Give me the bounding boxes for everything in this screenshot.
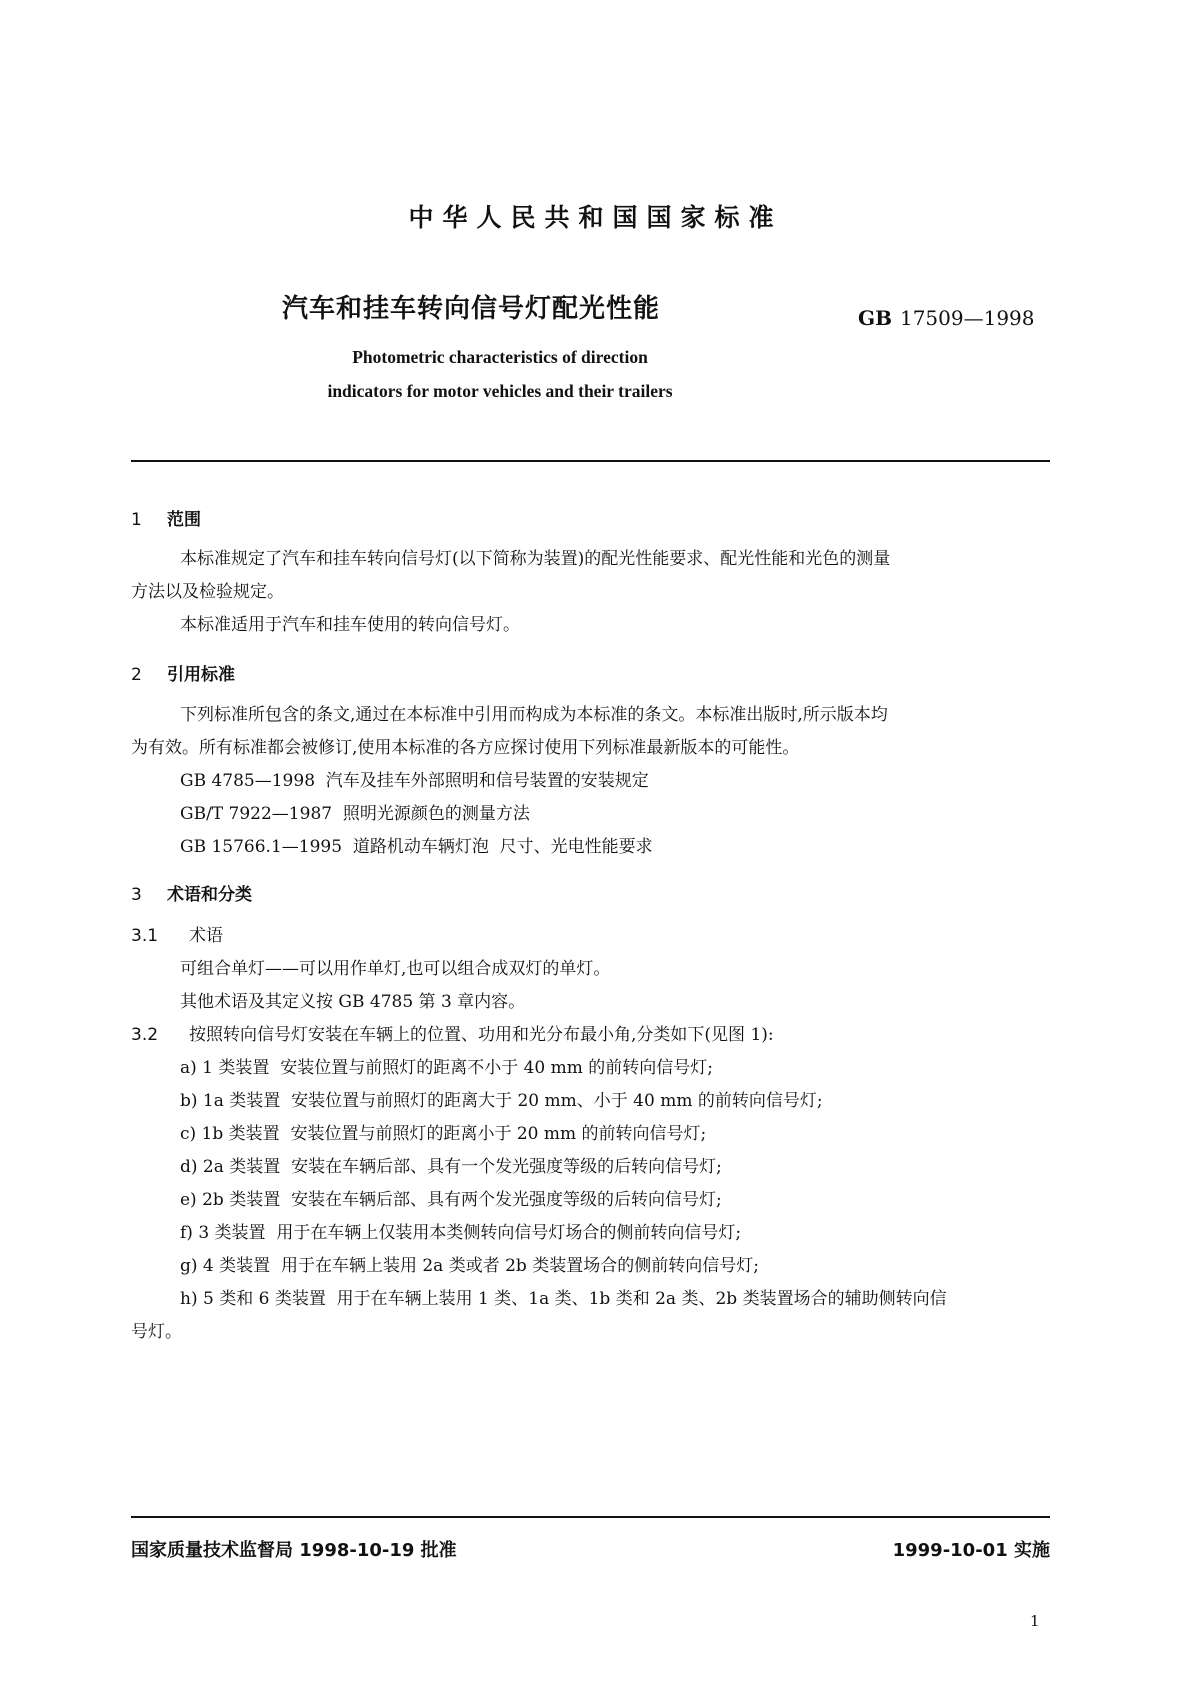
subsection-3-1-heading [131,921,223,946]
section-2-heading [131,660,235,685]
implementation-date: 1999-10-01 实施 [892,1540,1050,1561]
term-definition: 可组合单灯——可以用作单灯,也可以组合成双灯的单灯。 [180,959,611,979]
footer-divider [131,1516,1050,1518]
classification-item: b) 1a 类装置 安装位置与前照灯的距离大于 20 mm、小于 40 mm 的前转向信号灯; [180,1091,823,1111]
page-number: 1 [1030,1612,1040,1630]
classification-item: d) 2a 类装置 安装在车辆后部、具有一个发光强度等级的后转向信号灯; [180,1157,722,1177]
subsection-3-2-number: 3.2 [131,1025,159,1045]
section-2-title: 引用标准 [167,665,235,685]
standard-number [858,306,1035,330]
section-2-number: 2 [131,665,142,685]
header-divider [131,460,1050,462]
section-1-paragraph-1-line-1: 本标准规定了汽车和挂车转向信号灯(以下简称为装置)的配光性能要求、配光性能和光色的测量 [180,549,891,569]
reference-standard: GB 15766.1—1995 道路机动车辆灯泡 尺寸、光电性能要求 [180,837,653,857]
document-title: 汽车和挂车转向信号灯配光性能 [282,294,661,324]
subsection-3-1-number: 3.1 [131,926,159,946]
national-standard-title: 中华人民共和国国家标准 [408,203,783,232]
section-3-title: 术语和分类 [167,885,252,905]
english-title-line-1: Photometric characteristics of direction [352,347,648,367]
section-3-heading [131,880,252,905]
section-1-paragraph-2: 本标准适用于汽车和挂车使用的转向信号灯。 [180,615,520,635]
classification-item-continuation: 号灯。 [131,1322,182,1342]
classification-item: a) 1 类装置 安装位置与前照灯的距离不小于 40 mm 的前转向信号灯; [180,1058,714,1078]
reference-standard: GB 4785—1998 汽车及挂车外部照明和信号装置的安装规定 [180,771,649,791]
classification-item: h) 5 类和 6 类装置 用于在车辆上装用 1 类、1a 类、1b 类和 2a 类、2b 类装置场合的辅助侧转向信 [180,1289,947,1309]
section-2-paragraph-line-2: 为有效。所有标准都会被修订,使用本标准的各方应探讨使用下列标准最新版本的可能性。 [131,738,800,758]
subsection-3-1-title: 术语 [189,926,223,946]
classification-item: c) 1b 类装置 安装位置与前照灯的距离小于 20 mm 的前转向信号灯; [180,1124,707,1144]
english-title-line-2: indicators for motor vehicles and their trailers [327,381,673,401]
subsection-3-2-heading [131,1020,774,1045]
section-1-paragraph-1-line-2: 方法以及检验规定。 [131,582,284,602]
subsection-3-2-intro: 按照转向信号灯安装在车辆上的位置、功用和光分布最小角,分类如下(见图 1): [189,1025,774,1045]
section-1-heading [131,505,201,530]
approval-date: 国家质量技术监督局 1998-10-19 批准 [131,1540,457,1561]
reference-standard: GB/T 7922—1987 照明光源颜色的测量方法 [180,804,530,824]
classification-item: f) 3 类装置 用于在车辆上仅装用本类侧转向信号灯场合的侧前转向信号灯; [180,1223,742,1243]
section-2-paragraph-line-1: 下列标准所包含的条文,通过在本标准中引用而构成为本标准的条文。本标准出版时,所示版本均 [180,705,888,725]
term-reference: 其他术语及其定义按 GB 4785 第 3 章内容。 [180,992,526,1012]
classification-item: g) 4 类装置 用于在车辆上装用 2a 类或者 2b 类装置场合的侧前转向信号灯; [180,1256,759,1276]
section-1-title: 范围 [167,510,201,530]
standard-prefix: GB [858,306,892,330]
standard-code: 17509—1998 [899,306,1035,330]
section-3-number: 3 [131,885,142,905]
classification-item: e) 2b 类装置 安装在车辆后部、具有两个发光强度等级的后转向信号灯; [180,1190,722,1210]
section-1-number: 1 [131,510,142,530]
